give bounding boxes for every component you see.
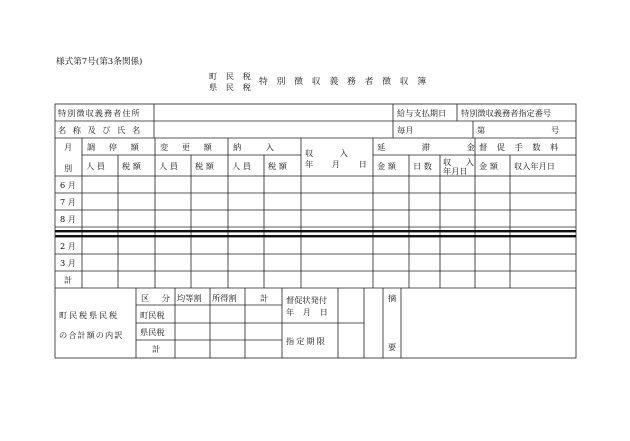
sub-amount-3: 税 額 [268, 161, 287, 171]
sub-people-1: 人 員 [86, 161, 105, 171]
col-reminder-fee: 督 促 手 数 料 [479, 142, 562, 152]
reminder-issued-date: 年 月 日 [286, 307, 331, 317]
col-received-date: 年 月 日 [305, 159, 375, 169]
reminder-issued-label: 督促状発付 [286, 295, 327, 305]
remarks-top: 摘 [388, 293, 397, 303]
name-label: 名 称 及 び 氏 名 [58, 125, 143, 135]
tax-label-prefecture: 県 民 税 [209, 82, 254, 92]
month-label: 2 月 [60, 241, 76, 251]
summary-col-income: 所得割 [212, 293, 237, 303]
total-row-label: 計 [64, 275, 73, 285]
id-number-prefix: 第 [477, 125, 486, 135]
address-label: 特別徴収義務者住所 [58, 108, 141, 118]
summary-label-line2: の合計額の内訳 [59, 330, 124, 340]
summary-col-total: 計 [260, 293, 269, 303]
summary-row-total: 計 [152, 344, 161, 354]
sub-people-3: 人 員 [232, 161, 251, 171]
col-received: 収 入 [305, 148, 360, 158]
tax-label-town: 町 民 税 [209, 71, 254, 81]
document-title: 特 別 徴 収 義 務 者 徴 収 簿 [259, 77, 430, 87]
sub-amount-2: 税 額 [195, 161, 214, 171]
sub-arrears-amount: 金 額 [377, 161, 396, 171]
month-label: 3 月 [60, 258, 76, 268]
payday-monthly: 毎月 [397, 125, 414, 135]
summary-col-category: 区 分 [141, 293, 175, 303]
month-header-top: 月 [64, 142, 73, 152]
id-number-suffix: 号 [551, 125, 560, 135]
sub-reminder-amount: 金 額 [479, 161, 498, 171]
month-label: 8 月 [60, 214, 76, 224]
col-arrears: 延 滞 金 [377, 142, 492, 152]
id-number-label: 特別徴収義務者指定番号 [461, 108, 552, 118]
summary-row-prefecture: 県民税 [140, 327, 165, 337]
sub-arrears-days: 日 数 [413, 161, 432, 171]
col-change: 変 更 額 [160, 142, 218, 152]
payday-label: 給与支払期日 [397, 108, 447, 118]
col-assessed: 調 停 額 [87, 142, 145, 152]
col-payment: 納 入 [233, 142, 285, 152]
summary-row-town: 町民税 [140, 310, 165, 320]
form-number: 様式第7号(第3条関係) [56, 57, 143, 67]
deadline-label: 指定期限 [286, 336, 327, 346]
sub-people-2: 人 員 [159, 161, 178, 171]
month-label: 7 月 [60, 197, 76, 207]
month-label: 6 月 [60, 180, 76, 190]
summary-label-line1: 町民税県民税 [59, 310, 119, 320]
sub-reminder-date: 収入年月日 [514, 161, 555, 171]
month-header-bottom: 別 [64, 163, 73, 173]
sub-arrears-income-date: 年月日 [443, 166, 468, 176]
sub-amount-1: 税 額 [122, 161, 141, 171]
summary-col-equal: 均等割 [177, 293, 202, 303]
sub-arrears-income: 収 入 [443, 157, 480, 167]
remarks-bottom: 要 [388, 342, 397, 352]
